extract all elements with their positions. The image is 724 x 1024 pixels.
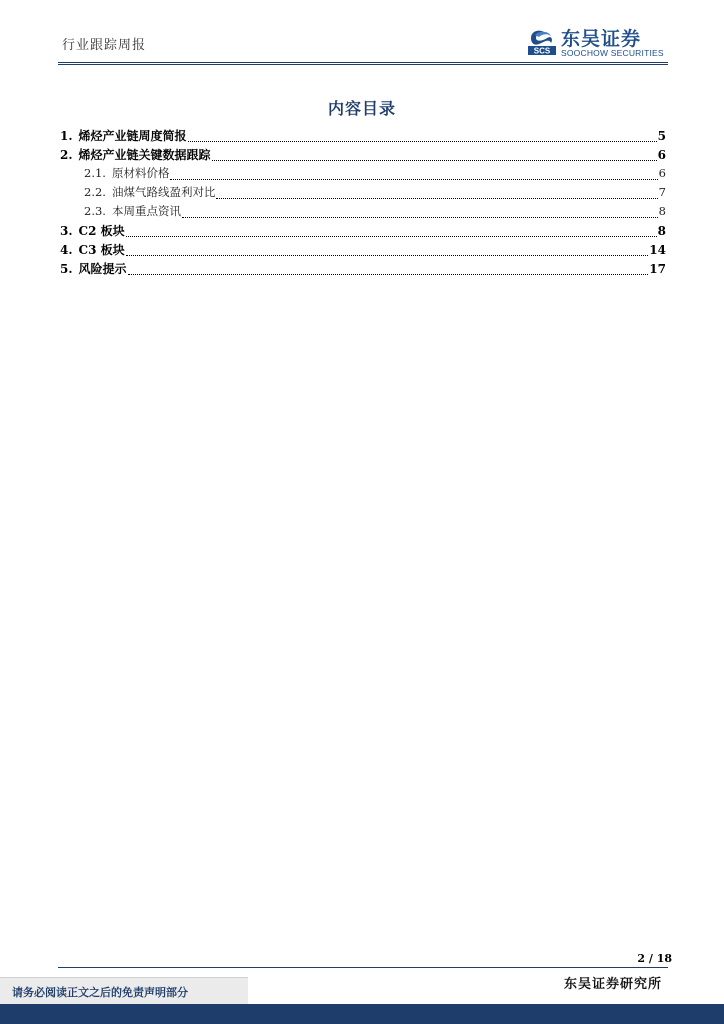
toc-entry-label: 烯烃产业链周度简报 [78, 129, 187, 143]
footer-rule [58, 967, 668, 968]
toc-dot-leader [188, 140, 657, 142]
toc-entry-page: 8 [657, 224, 666, 238]
header-rule-secondary [58, 64, 668, 65]
logo-name-cn: 东吴证券 [561, 28, 642, 50]
toc-entry[interactable] [60, 127, 666, 146]
logo-mark-text: SCS [533, 46, 551, 56]
toc-entry-page: 14 [649, 243, 666, 257]
toc-entry-label: 油煤气路线盈利对比 [111, 185, 216, 199]
toc-subentry[interactable] [60, 203, 666, 222]
toc-dot-leader [212, 159, 657, 161]
toc-entry-label: 烯烃产业链关键数据跟踪 [78, 148, 211, 162]
toc-dot-leader [170, 178, 657, 180]
toc-dot-leader [126, 235, 657, 237]
company-logo [527, 26, 672, 60]
toc-entry-page: 8 [658, 204, 666, 218]
soochow-logo-icon [527, 26, 557, 56]
toc-entry-number: 2.3. [84, 204, 106, 218]
disclaimer-text: 请务必阅读正文之后的免责声明部分 [12, 986, 188, 999]
toc-entry-number: 2.1. [84, 166, 106, 180]
table-of-contents [60, 127, 666, 279]
toc-entry-number: 4. [60, 243, 73, 257]
toc-entry-number: 2.2. [84, 185, 106, 199]
toc-entry-label: 本周重点资讯 [111, 204, 181, 218]
toc-dot-leader [126, 254, 649, 256]
toc-entry-page: 7 [658, 185, 666, 199]
toc-entry-page: 6 [657, 148, 666, 162]
toc-dot-leader [216, 197, 657, 199]
toc-entry-number: 1. [60, 129, 73, 143]
toc-entry[interactable] [60, 260, 666, 279]
bottom-bar [0, 1004, 724, 1024]
toc-entry[interactable] [60, 222, 666, 241]
toc-entry-label: C3 板块 [78, 243, 125, 257]
toc-entry[interactable] [60, 241, 666, 260]
toc-subentry[interactable] [60, 184, 666, 203]
footer-company: 东吴证券研究所 [563, 977, 662, 992]
toc-entry-label: 风险提示 [78, 262, 127, 276]
page-number: 2 / 18 [637, 952, 672, 965]
toc-entry-page: 6 [658, 166, 666, 180]
toc-entry-label: 原材料价格 [111, 166, 170, 180]
header-rule [58, 62, 668, 63]
toc-title: 内容目录 [327, 99, 396, 118]
toc-entry[interactable] [60, 146, 666, 165]
toc-entry-number: 3. [60, 224, 73, 238]
logo-name-en: SOOCHOW SECURITIES [561, 48, 664, 58]
toc-entry-label: C2 板块 [78, 224, 125, 238]
toc-dot-leader [128, 273, 649, 275]
toc-dot-leader [182, 216, 658, 218]
toc-entry-number: 5. [60, 262, 73, 276]
toc-entry-number: 2. [60, 148, 73, 162]
report-type: 行业跟踪周报 [62, 38, 147, 53]
toc-subentry[interactable] [60, 165, 666, 184]
disclaimer-box [0, 977, 248, 1004]
toc-entry-page: 5 [657, 129, 666, 143]
toc-entry-page: 17 [649, 262, 666, 276]
